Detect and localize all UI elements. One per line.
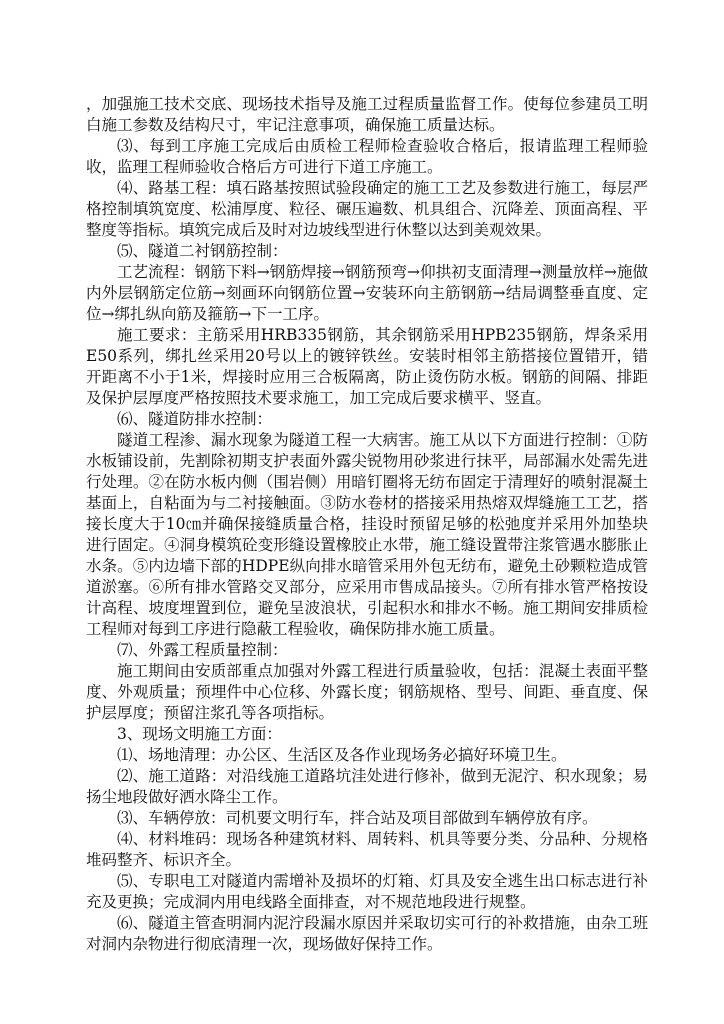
paragraph-process-flow: 工艺流程：钢筋下料→钢筋焊接→钢筋预弯→仰拱初支面清理→测量放样→施做内外层钢筋定位筋→刻画环向钢筋位置→安装环向主筋钢筋→结局调整垂直度、定位→绑扎纵向筋及箍筋→下一工序。 — [86, 263, 648, 323]
paragraph-site-cleaning: ⑴、场地清理：办公区、生活区及各作业现场务必搞好环境卫生。 — [117, 746, 567, 764]
section-heading-3: 3、现场文明施工方面： — [117, 725, 282, 743]
paragraph-3: ⑷、路基工程：填石路基按照试验段确定的施工工艺及参数进行施工，每层严格控制填筑宽度、松浦厚度、粒径、碾压遍数、机具组合、沉降差、顶面高程、平整度等指标。填筑完成后及时对边坡线型进行休整以达到美观效果。 — [86, 179, 648, 239]
section-heading-5: ⑸、隧道二衬钢筋控制： — [117, 242, 288, 260]
paragraph-tunnel-manager: ⑹、隧道主管查明洞内泥泞段漏水原因并采取切实可行的补救措施，由杂工班对洞内杂物进行彻底清理一次，现场做好保持工作。 — [86, 914, 648, 953]
paragraph-electrician: ⑸、专职电工对隧道内需增补及损坏的灯箱、灯具及安全逃生出口标志进行补充及更换；完成洞内用电线路全面排查，对不规范地段进行规整。 — [86, 872, 648, 911]
paragraph-waterproofing: 隧道工程渗、漏水现象为隧道工程一大病害。施工从以下方面进行控制：①防水板铺设前，先割除初期支护表面外露尖锐物用砂浆进行抹平，局部漏水处需先进行处理。②在防水板内侧（围岩侧）用暗钉圈将无纺布固定于清理好的喷射混凝土基面上，自粘面为与二衬接触面。③防水卷材的搭接采用热熔双焊缝施工工艺，搭接长度大于10㎝并确保接缝质量合格，挂设时预留足够的松弛度并采用外加垫块进行固定。④洞身模筑砼变形缝设置橡胶止水带，施工缝设置带注浆管遇水膨胀止水条。⑤内边墙下部的HDPE纵向排水暗管采用外包无纺布，避免土砂颗粒造成管道淤塞。⑥所有排水管路交叉部分，应采用市售成品接头。⑦所有排水管严格按设计高程、坡度埋置到位，避免呈波浪状，引起积水和排水不畅。施工期间安排质检工程师对每到工序进行隐蔽工程验收，确保防排水施工质量。 — [86, 431, 648, 638]
paragraph-materials: ⑷、材料堆码：现场各种建筑材料、周转料、机具等要分类、分品种、分规格堆码整齐、标识齐全。 — [86, 830, 648, 869]
document-page — [86, 94, 648, 955]
paragraph-exposed-works: 施工期间由安质部重点加强对外露工程进行质量验收，包括：混凝土表面平整度、外观质量；预埋件中心位移、外露长度；钢筋规格、型号、间距、垂直度、保护层厚度；预留注浆孔等各项指标。 — [86, 662, 648, 722]
paragraph-roads: ⑵、施工道路：对沿线施工道路坑洼处进行修补，做到无泥泞、积水现象；易扬尘地段做好洒水降尘工作。 — [86, 767, 648, 806]
paragraph-1: ，加强施工技术交底、现场技术指导及施工过程质量监督工作。使每位参建员工明白施工参数及结构尺寸，牢记注意事项，确保施工质量达标。 — [86, 95, 648, 134]
paragraph-requirements: 施工要求：主筋采用HRB335钢筋，其余钢筋采用HPB235钢筋，焊条采用E50系列，绑扎丝采用20号以上的镀锌铁丝。安装时相邻主筋搭接位置错开，错开距离不小于1米，焊接时应用三合板隔离，防止烫伤防水板。钢筋的间隔、排距及保护层厚度严格按照技术要求施工，加工完成后要求横平、竖直。 — [86, 326, 648, 407]
paragraph-2: ⑶、每到工序施工完成后由质检工程师检查验收合格后，报请监理工程师验收，监理工程师验收合格后方可进行下道工序施工。 — [86, 137, 648, 176]
paragraph-parking: ⑶、车辆停放：司机要文明行车，拌合站及项目部做到车辆停放有序。 — [117, 809, 598, 827]
section-heading-7: ⑺、外露工程质量控制： — [117, 641, 288, 659]
section-heading-6: ⑹、隧道防排水控制： — [117, 410, 273, 428]
